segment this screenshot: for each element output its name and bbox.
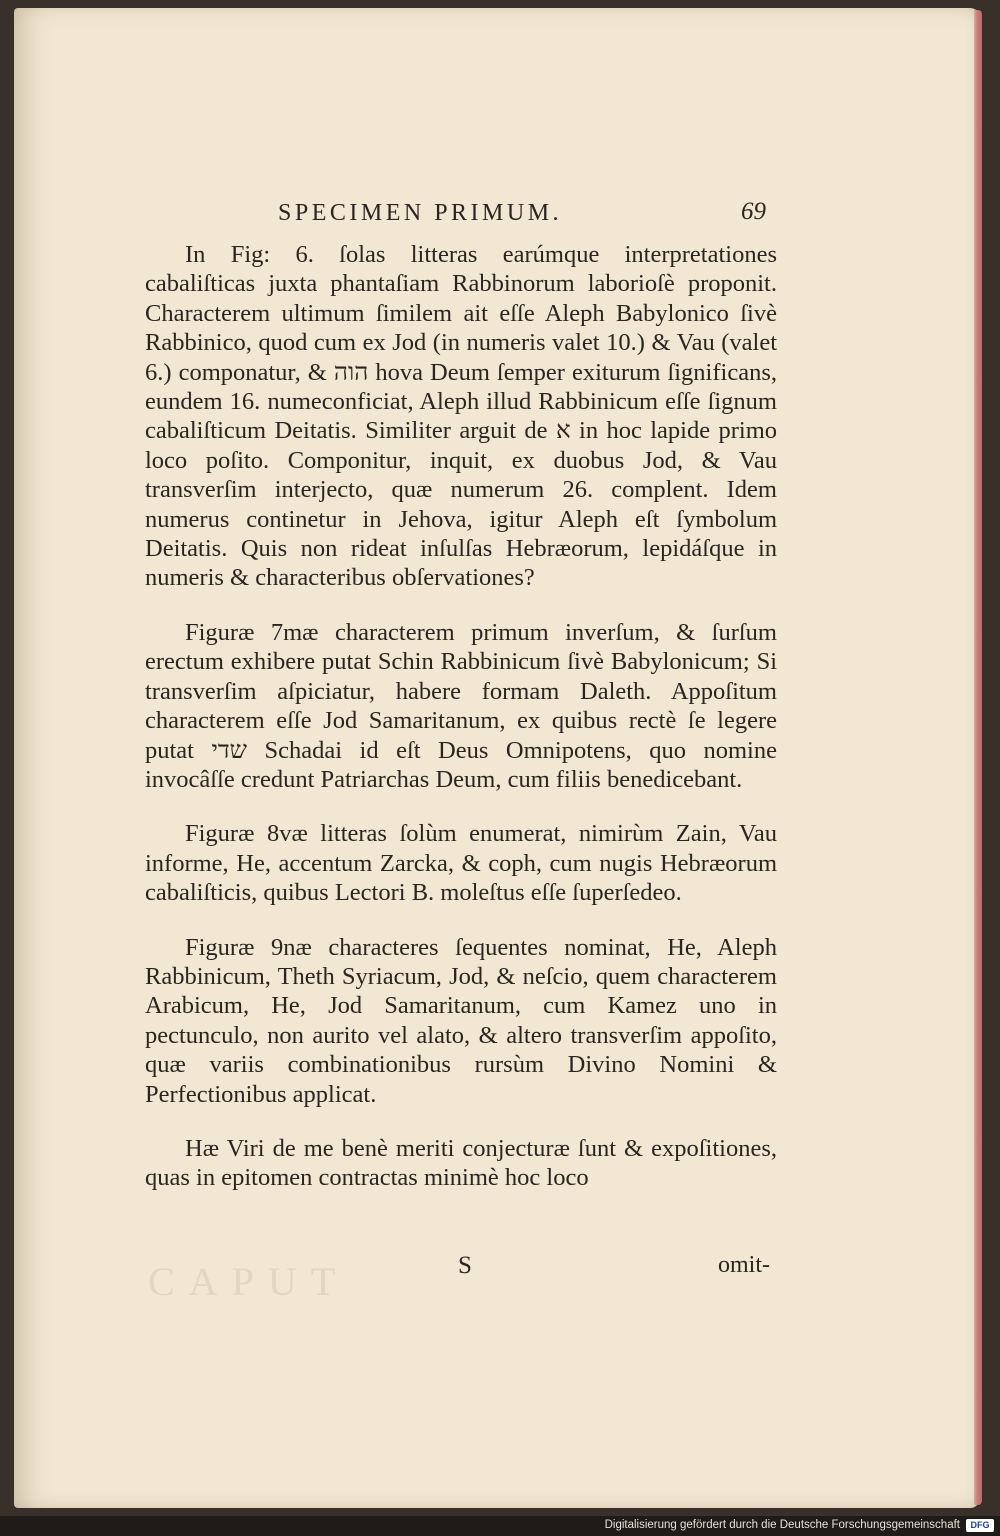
paragraph-fig6: In Fig: 6. ſolas litteras earúmque interpretationes cabaliſticas juxta phantaſiam Rabbinorum laborioſè proponit. Characterem ultimum ſimilem ait eſſe Aleph Babylonico ſivè Rabbinico, quod cum ex Jod (in numeris valet 10.) & Vau (valet 6.) componatur, & הוה hova Deum ſemper exiturum ſignificans, eundem 16. numeconficiat, Aleph illud Rabbinicum eſſe ſignum cabaliſticum Deitatis. Similiter arguit de א in hoc lapide primo loco poſito. Componitur, inquit, ex duobus Jod, & Vau transverſim interjecto, quæ numerum 26. complent. Idem numerus continetur in Jehova, igitur Aleph eſt ſymbolum Deitatis. Quis non rideat inſulſas Hebræorum, lepidáſque in numeris & characteribus obſervationes? [145, 241, 777, 592]
funding-credit: Digitalisierung gefördert durch die Deutsche Forschungsgemeinschaft [604, 1519, 960, 1531]
dfg-logo: DFG [966, 1519, 994, 1532]
running-head [192, 198, 772, 238]
paragraph-fig8: Figuræ 8væ litteras ſolùm enumerat, nimirùm Zain, Vau informe, He, accentum Zarcka, & coph, cum nugis Hebræorum cabaliſticis, quibus Lectori B. moleſtus eſſe ſuperſedeo. [145, 820, 777, 907]
paragraph-conclusion: Hæ Viri de me benè meriti conjecturæ ſunt & expoſitiones, quas in epitomen contractas minimè hoc loco [145, 1134, 777, 1192]
digitization-footer [0, 1516, 1000, 1536]
paragraph-fig7: Figuræ 7mæ characterem primum inverſum, & ſurſum erectum exhibere putat Schin Rabbinicum ſivè Babylonicum; Si transverſim aſpiciatur, habere formam Daleth. Appoſitum characterem eſſe Jod Samaritanum, ex quibus rectè ſe legere putat שדי Schadai id eſt Deus Omnipotens, quo nomine invocâſſe credunt Patriarchas Deum, cum filiis benedicebant. [145, 618, 777, 793]
signature-mark: S [458, 1252, 472, 1279]
page-edge [974, 10, 982, 1505]
body-text [145, 240, 777, 1193]
running-title: SPECIMEN PRIMUM. [278, 200, 563, 226]
bleed-through-word: CAPUT [148, 1259, 350, 1304]
paragraph-fig9: Figuræ 9næ characteres ſequentes nominat, He, Aleph Rabbinicum, Theth Syriacum, Jod, & neſcio, quem characterem Arabicum, He, Jod Samaritanum, cum Kamez uno in pectunculo, non aurito vel alato, & altero transverſim appoſito, quæ variis combinationibus rursùm Divino Nomini & Perfectionibus applicat. [145, 933, 777, 1108]
page-number: 69 [741, 198, 766, 225]
catchword: omit- [718, 1252, 770, 1278]
